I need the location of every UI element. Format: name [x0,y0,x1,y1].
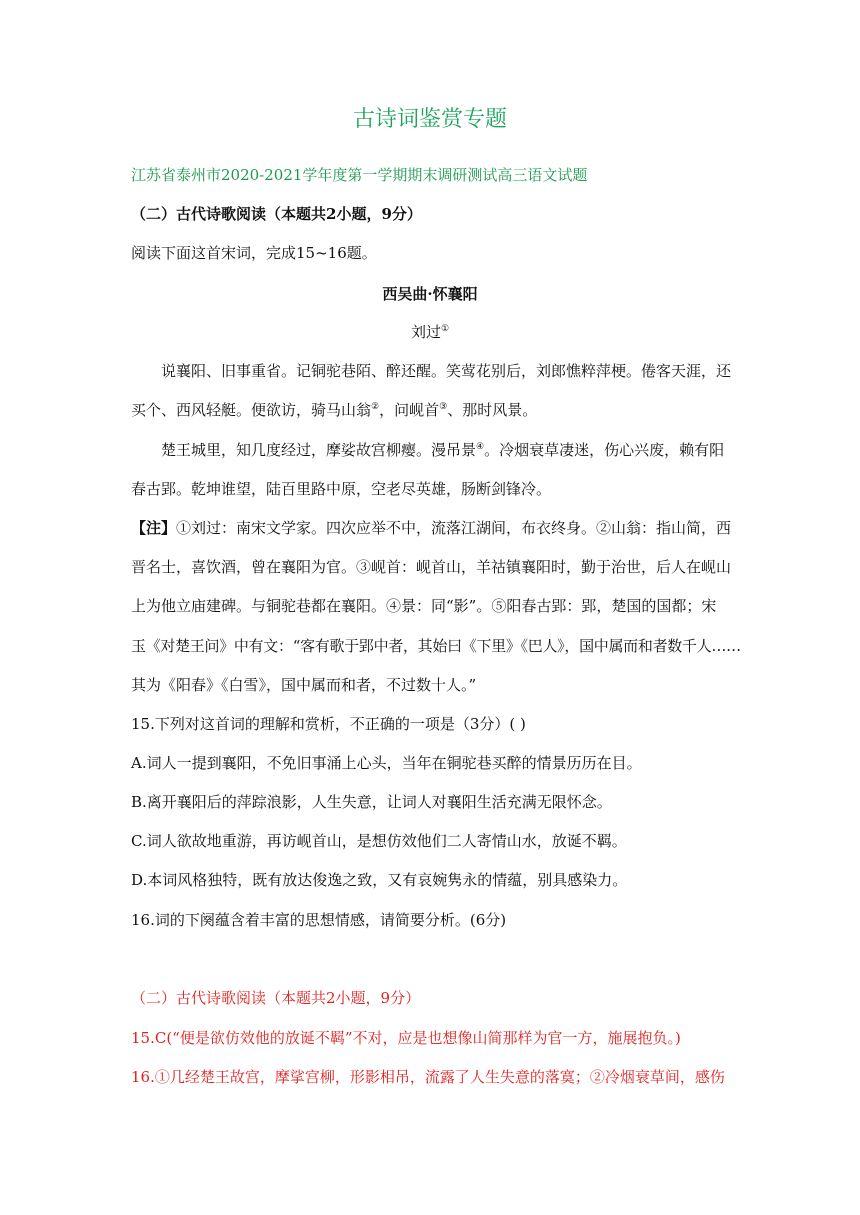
question-15-stem: 15.下列对这首词的理解和赏析，不正确的一项是（3分）( ) [131,715,526,733]
poem-line: 说襄阳、旧事重省。记铜驼巷陌、醉还醒。笑莺花别后，刘郎憔粹萍梗。倦客天涯，还 [161,362,732,380]
poem-line: 楚王城里，知几度经过，摩娑故宫柳瘿。漫吊景④。冷烟衰草凄迷，伤心兴废，赖有阳 [161,441,725,459]
poem-line: 买个、西风轻艇。便欲访，骑马山翁②，问岘首③、那时风景。 [131,401,538,419]
notes-line: 玉《对楚王问》中有文：“客有歌于郢中者，其始曰《下里》《巴人》，国中属而和者数千人…… [131,637,741,655]
answer-15: 15.C(“便是欲仿效他的放诞不羁”不对，应是也想像山简那样为官一方，施展抱负。) [131,1029,681,1047]
notes-label: 【注】 [131,519,177,537]
poem-title: 西吴曲·怀襄阳 [382,285,478,303]
question-15-option-b: B.离开襄阳后的萍踪浪影，人生失意，让词人对襄阳生活充满无限怀念。 [131,793,612,811]
notes-line: 其为《阳春》《白雪》，国中属而和者，不过数十人。” [131,676,477,694]
notes-line: 上为他立庙建碑。与铜驼巷都在襄阳。④景：同“影”。⑤阳春古郢：郢，楚国的国都；宋 [131,597,717,615]
question-15-option-a: A.词人一提到襄阳，不免旧事涌上心头，当年在铜驼巷买醉的情景历历在目。 [131,754,642,772]
question-15-option-d: D.本词风格独特，既有放达俊逸之致，又有哀婉隽永的情蕴，别具感染力。 [131,871,628,889]
question-16-stem: 16.词的下阕蕴含着丰富的思想情感，请简要分析。(6分) [131,911,507,929]
poem-line: 春古郢。乾坤谁望，陆百里路中原，空老尽英雄，肠断剑锋冷。 [131,480,552,498]
footnote-marker: ③ [439,402,448,412]
reading-instruction: 阅读下面这首宋词，完成15~16题。 [131,244,377,262]
footnote-marker: ② [371,402,380,412]
footnote-marker: ① [440,324,450,334]
poem-author [0,322,860,342]
notes-line: 【注】①刘过：南宋文学家。四次应举不中，流落江湖间，布衣终身。②山翁：指山简，西 [131,519,732,537]
footnote-marker: ④ [476,442,485,452]
author-name: 刘过 [410,323,441,341]
page-title: 古诗词鉴赏专题 [352,107,507,132]
answer-heading: （二）古代诗歌阅读（本题共2小题，9分） [131,989,421,1007]
answer-16: 16.①几经楚王故宫，摩挲宫柳，形影相吊，流露了人生失意的落寞；②冷烟衰草间，感伤 [131,1068,725,1086]
exam-source: 江苏省泰州市2020-2021学年度第一学期期末调研测试高三语文试题 [131,166,588,184]
section-heading: （二）古代诗歌阅读（本题共2小题，9分） [131,205,422,223]
notes-line: 晋名士，喜饮酒，曾在襄阳为官。③岘首：岘首山，羊祜镇襄阳时，勤于治世，后人在岘山 [131,558,732,576]
question-15-option-c: C.词人欲故地重游，再访岘首山，是想仿效他们二人寄情山水，放诞不羁。 [131,832,627,850]
